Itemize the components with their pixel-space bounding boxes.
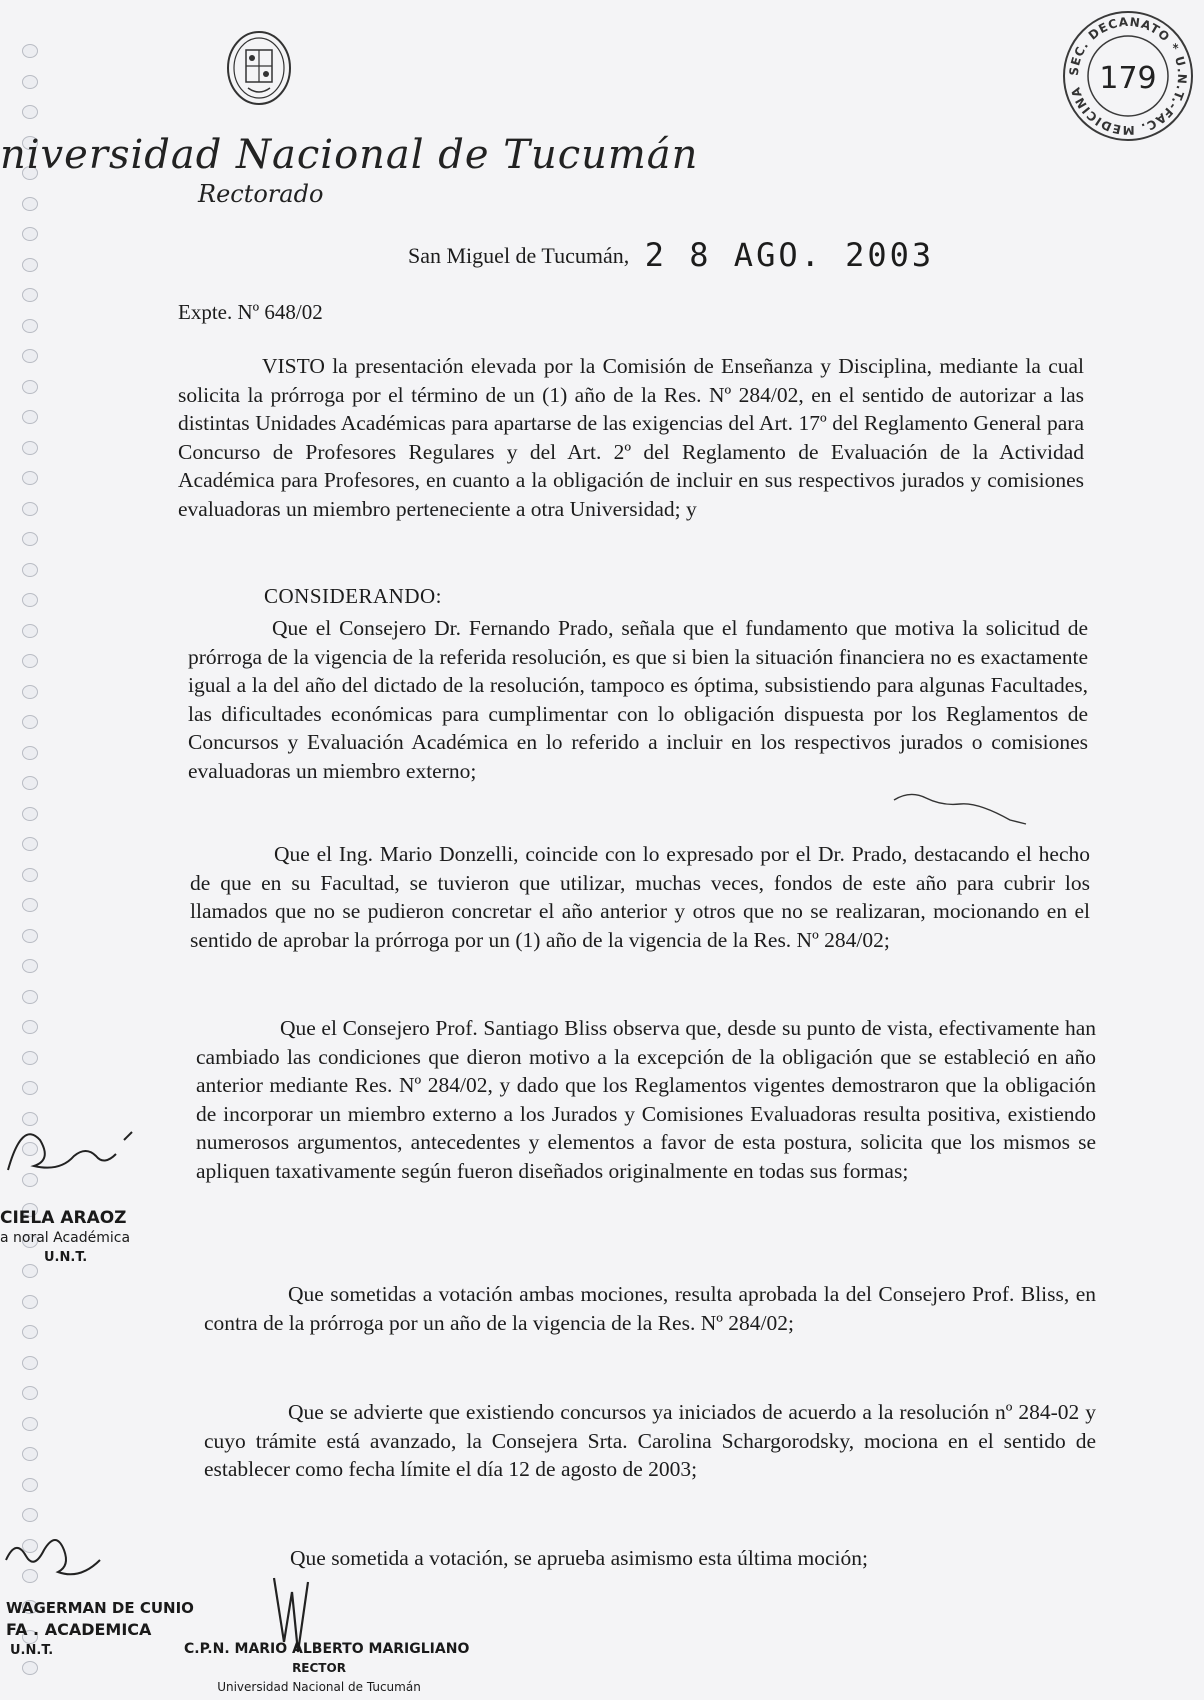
stamped-date: 2 8 AGO. 2003: [644, 236, 935, 274]
binder-hole: [22, 593, 38, 607]
binder-hole: [22, 227, 38, 241]
binder-hole: [22, 685, 38, 699]
binder-hole: [22, 75, 38, 89]
binder-hole: [22, 990, 38, 1004]
binder-hole: [22, 654, 38, 668]
date-line: [408, 236, 934, 274]
considerando-paragraph: [206, 1544, 1098, 1573]
binder-hole: [22, 349, 38, 363]
binder-hole: [22, 715, 38, 729]
binder-hole: [22, 1295, 38, 1309]
signature-araoz-icon: [0, 1100, 140, 1190]
binder-hole: [22, 197, 38, 211]
pen-mark-icon: [890, 760, 1030, 830]
binder-hole: [22, 1051, 38, 1065]
signature-block-araoz: [0, 1208, 130, 1268]
binder-hole: [22, 44, 38, 58]
stamp-ring-text: SEC. DECANATO * U.N.T.-FAC. MEDICINA: [1066, 14, 1190, 138]
binder-hole: [22, 1386, 38, 1400]
binder-hole: [22, 959, 38, 973]
binder-hole: [22, 1447, 38, 1461]
binder-hole: [22, 898, 38, 912]
considerando-text: Que se advierte que existiendo concursos ya iniciados de acuerdo a la resolución nº 284-02 y cuyo trámite está avanzado, la Consejera Srta. Carolina Schargorodsky, mociona en el sentido de establecer como fecha límite el día 12 de agosto de 2003;: [204, 1400, 1096, 1482]
binder-hole: [22, 288, 38, 302]
signer-institution: Universidad Nacional de Tucumán: [217, 1680, 421, 1694]
considerando-text: Que sometidas a votación ambas mociones, resulta aprobada la del Consejero Prof. Bliss, en contra de la prórroga por un año de la vigencia de la Res. Nº 284/02;: [204, 1282, 1096, 1335]
university-name: niversidad Nacional de Tucumán: [0, 132, 699, 178]
binder-hole: [22, 105, 38, 119]
binder-hole: [22, 1417, 38, 1431]
department-name: Rectorado: [198, 180, 324, 208]
considerando-paragraph: [196, 1014, 1096, 1186]
considerando-text: Que sometida a votación, se aprueba asimismo esta última moción;: [290, 1546, 868, 1570]
university-crest-icon: [224, 28, 294, 108]
binder-holes: [0, 0, 40, 1700]
binder-hole: [22, 624, 38, 638]
expediente-number: Expte. Nº 648/02: [178, 300, 323, 324]
visto-paragraph: [178, 352, 1084, 524]
binder-hole: [22, 502, 38, 516]
binder-hole: [22, 441, 38, 455]
signature-block-rector: [184, 1640, 470, 1697]
binder-hole: [22, 1661, 38, 1675]
binder-hole: [22, 1356, 38, 1370]
binder-hole: [22, 1020, 38, 1034]
signer-name: C.P.N. MARIO ALBERTO MARIGLIANO: [184, 1641, 470, 1657]
binder-hole: [22, 746, 38, 760]
office-stamp-icon: [1060, 8, 1196, 144]
signature-wagerman-icon: [0, 1520, 110, 1590]
binder-hole: [22, 1081, 38, 1095]
signer-name: CIELA ARAOZ: [0, 1208, 127, 1228]
binder-hole: [22, 1478, 38, 1492]
considerando-paragraph: [204, 1280, 1096, 1337]
signer-institution: U.N.T.: [10, 1643, 54, 1658]
binder-hole: [22, 807, 38, 821]
considerando-paragraph: [204, 1398, 1096, 1484]
considerando-text: Que el Consejero Dr. Fernando Prado, señala que el fundamento que motiva la solicitud de prórroga de la vigencia de la referida resolución, es que si bien la situación financiera no es exactamente igual a la del año del dictado de la resolución, tampoco es óptima, subsistiendo para algunas Facultades, las dificultades económicas para cumplimentar con lo obligación dispuesta por los Reglamentos de Concursos y Evaluación Académica en lo referido a incluir en los respectivos jurados o comisiones evaluadoras un miembro externo;: [188, 616, 1088, 783]
signer-name: WAGERMAN DE CUNIO: [6, 1599, 194, 1617]
binder-hole: [22, 471, 38, 485]
signer-title: a noral Académica: [0, 1230, 131, 1246]
binder-hole: [22, 410, 38, 424]
considerando-text: Que el Ing. Mario Donzelli, coincide con lo expresado por el Dr. Prado, destacando el hecho de que en su Facultad, se tuvieron que utilizar, muchas veces, fondos de este año para cubrir los llamados que no se pudieron concretar el año anterior y otros que no se realizaran, mocionando en el sentido de aprobar la prórroga por un (1) año de la vigencia de la Res. Nº 284/02;: [190, 842, 1090, 952]
folio-number: 179: [1099, 61, 1157, 96]
considerando-text: Que el Consejero Prof. Santiago Bliss observa que, desde su punto de vista, efectivamente han cambiado las condiciones que dieron motivo a la excepción de la obligación que se estableció en año anterior mediante Res. Nº 284/02, y dado que los Reglamentos vigentes demostraron que la obligación de incorporar un miembro externo a los Jurados y Comisiones Evaluadoras resulta positiva, existiendo numerosos argumentos, antecedentes y elementos a favor de esta postura, solicita que los mismos se apliquen taxativamente según fueron diseñados originalmente en todas sus formas;: [196, 1016, 1096, 1183]
visto-text: VISTO la presentación elevada por la Comisión de Enseñanza y Disciplina, mediante la cual solicita la prórroga por el término de un (1) año de la Res. Nº 284/02, en el sentido de autorizar a las distintas Unidades Académicas para apartarse de las exigencias del Art. 17º del Reglamento General para Concurso de Profesores Regulares y del Art. 2º del Reglamento de Evaluación de la Actividad Académica para Profesores, en cuanto a la obligación de incluir en sus respectivos jurados y comisiones evaluadoras un miembro perteneciente a otra Universidad; y: [178, 354, 1084, 521]
date-place: San Miguel de Tucumán,: [408, 243, 630, 268]
signer-title: RECTOR: [292, 1661, 346, 1675]
binder-hole: [22, 258, 38, 272]
considerando-paragraph: [190, 840, 1090, 954]
binder-hole: [22, 532, 38, 546]
binder-hole: [22, 319, 38, 333]
binder-hole: [22, 929, 38, 943]
binder-hole: [22, 868, 38, 882]
binder-hole: [22, 380, 38, 394]
signer-title: FA . ACADEMICA: [6, 1620, 152, 1639]
signature-block-wagerman: [6, 1598, 194, 1661]
binder-hole: [22, 776, 38, 790]
signer-institution: U.N.T.: [44, 1250, 88, 1265]
considerando-heading: CONSIDERANDO:: [264, 584, 443, 608]
binder-hole: [22, 837, 38, 851]
binder-hole: [22, 1325, 38, 1339]
binder-hole: [22, 563, 38, 577]
